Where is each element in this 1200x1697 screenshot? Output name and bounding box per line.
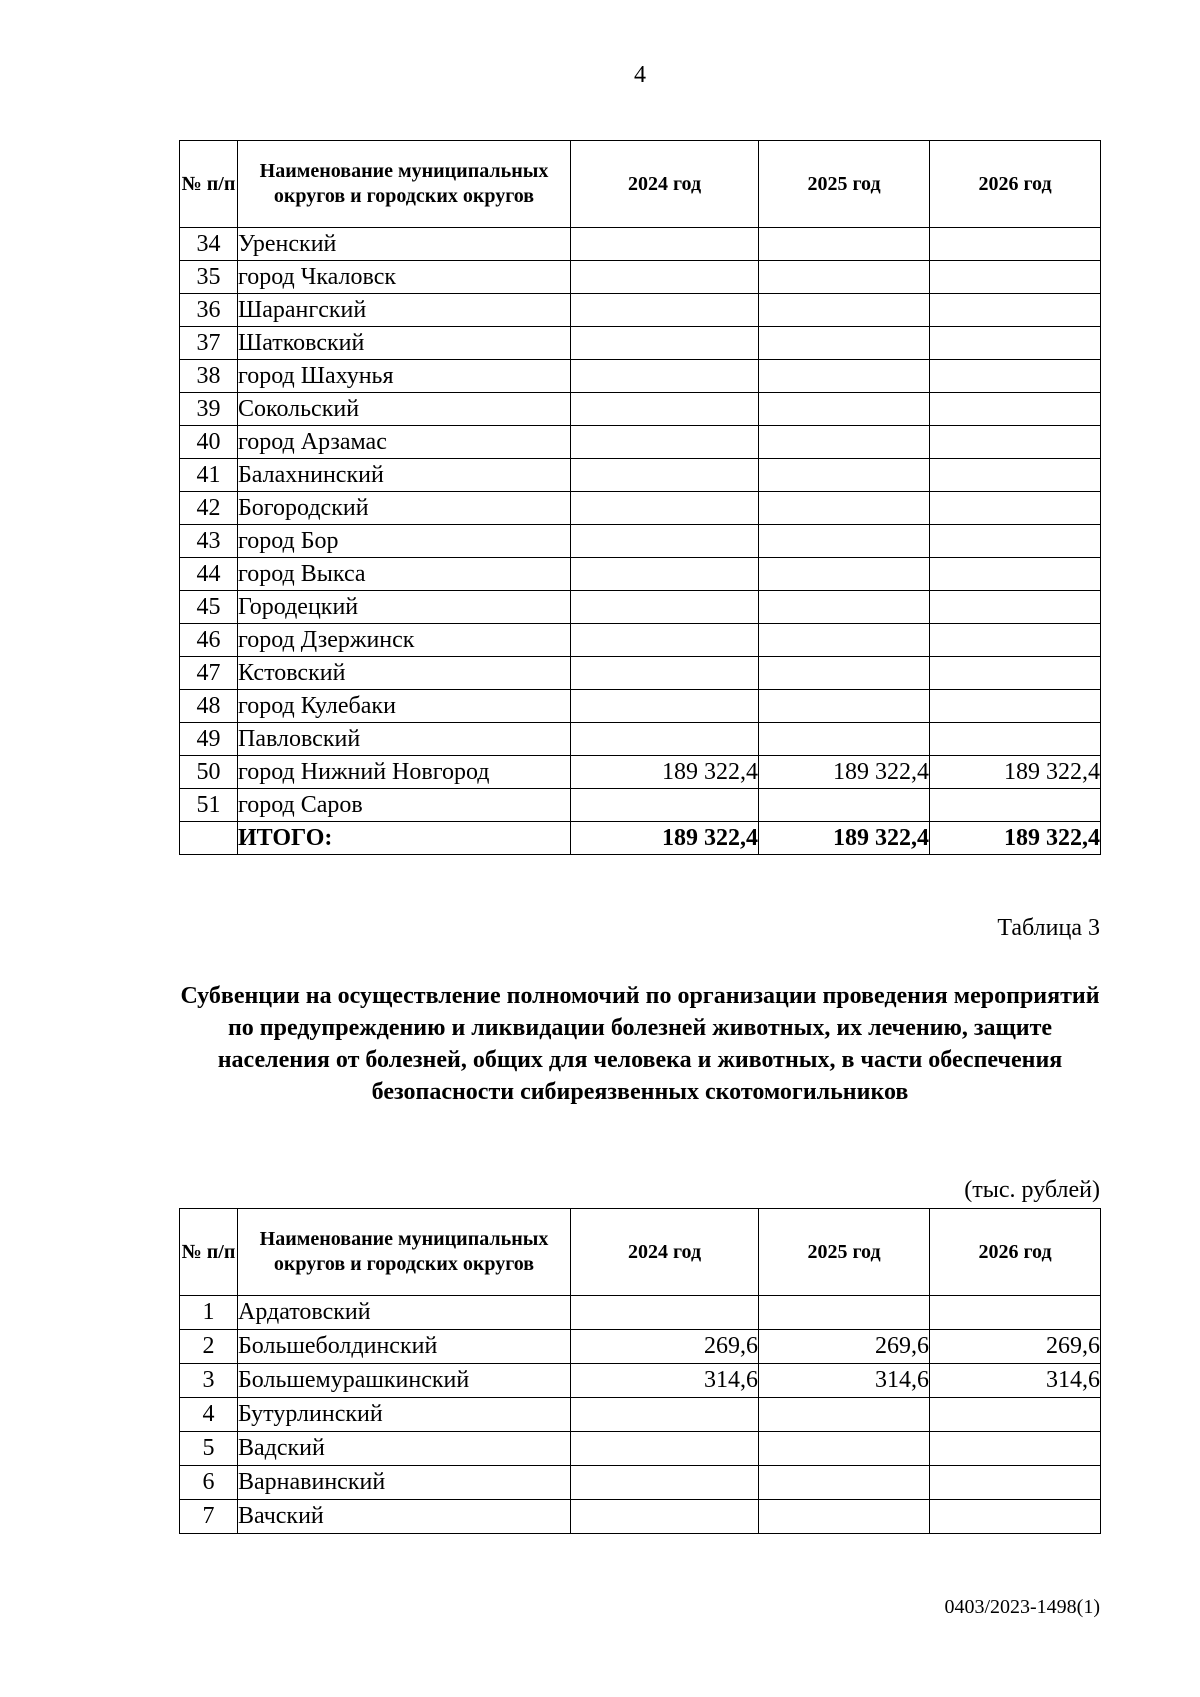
row-num: 36 xyxy=(180,294,238,327)
row-2025 xyxy=(759,558,930,591)
header-2024: 2024 год xyxy=(571,141,759,228)
row-2026 xyxy=(930,525,1101,558)
table-row xyxy=(180,459,1101,492)
header-name: Наименование муниципальных округов и городских округов xyxy=(238,141,571,228)
header-num: № п/п xyxy=(180,141,238,228)
table-row xyxy=(180,657,1101,690)
row-num: 39 xyxy=(180,393,238,426)
row-name: город Бор xyxy=(238,525,571,558)
row-num: 46 xyxy=(180,624,238,657)
row-2024 xyxy=(571,393,759,426)
row-2024 xyxy=(571,426,759,459)
row-2026 xyxy=(930,294,1101,327)
row-name: Вадский xyxy=(238,1432,571,1466)
row-2025 xyxy=(759,591,930,624)
row-name: Городецкий xyxy=(238,591,571,624)
row-2025 xyxy=(759,789,930,822)
row-2026 xyxy=(930,1466,1101,1500)
row-2025 xyxy=(759,294,930,327)
table-row xyxy=(180,690,1101,723)
row-2025 xyxy=(759,426,930,459)
row-2024 xyxy=(571,492,759,525)
row-2024 xyxy=(571,591,759,624)
row-num: 7 xyxy=(180,1500,238,1534)
row-2024 xyxy=(571,525,759,558)
row-2026 xyxy=(930,327,1101,360)
row-name: Бутурлинский xyxy=(238,1398,571,1432)
row-name: город Арзамас xyxy=(238,426,571,459)
row-num: 6 xyxy=(180,1466,238,1500)
table-row xyxy=(180,360,1101,393)
row-num: 48 xyxy=(180,690,238,723)
row-num: 34 xyxy=(180,228,238,261)
row-2025 xyxy=(759,459,930,492)
row-2026 xyxy=(930,1432,1101,1466)
row-2025 xyxy=(759,723,930,756)
table-header-row xyxy=(180,1209,1101,1296)
table-row xyxy=(180,492,1101,525)
row-num: 5 xyxy=(180,1432,238,1466)
row-2026 xyxy=(930,393,1101,426)
row-name: Вачский xyxy=(238,1500,571,1534)
table-row xyxy=(180,624,1101,657)
row-2024 xyxy=(571,294,759,327)
row-2024 xyxy=(571,789,759,822)
row-num: 44 xyxy=(180,558,238,591)
row-name: Уренский xyxy=(238,228,571,261)
row-2026 xyxy=(930,789,1101,822)
header-2026: 2026 год xyxy=(930,1209,1101,1296)
table-row xyxy=(180,1466,1101,1500)
table-heading: Субвенции на осуществление полномочий по организации проведения мероприятий по предупреждению и ликвидации болезней животных, их лечению, защите населения от болезней, общих для человека и животных, в части обеспечения безопасности сибиреязвенных скотомогильников xyxy=(180,983,1100,1105)
row-2025 xyxy=(759,228,930,261)
table-row xyxy=(180,1398,1101,1432)
row-name: Большеболдинский xyxy=(238,1330,571,1364)
total-2024: 189 322,4 xyxy=(571,822,759,855)
table-row xyxy=(180,1330,1101,1364)
row-2025 xyxy=(759,360,930,393)
row-2024: 269,6 xyxy=(571,1330,759,1364)
units-label: (тыс. рублей) xyxy=(964,1177,1100,1203)
row-2025 xyxy=(759,492,930,525)
row-num: 51 xyxy=(180,789,238,822)
row-2026 xyxy=(930,426,1101,459)
table-row xyxy=(180,1432,1101,1466)
table-row xyxy=(180,591,1101,624)
row-2026 xyxy=(930,1296,1101,1330)
row-name: Шарангский xyxy=(238,294,571,327)
row-2026 xyxy=(930,657,1101,690)
table-row xyxy=(180,525,1101,558)
row-num: 37 xyxy=(180,327,238,360)
row-name: город Нижний Новгород xyxy=(238,756,571,789)
row-name: город Саров xyxy=(238,789,571,822)
row-2024: 314,6 xyxy=(571,1364,759,1398)
table-row xyxy=(180,228,1101,261)
row-2026 xyxy=(930,360,1101,393)
total-num xyxy=(180,822,238,855)
row-num: 43 xyxy=(180,525,238,558)
header-2026: 2026 год xyxy=(930,141,1101,228)
row-2024 xyxy=(571,261,759,294)
row-2024 xyxy=(571,459,759,492)
row-2025 xyxy=(759,1398,930,1432)
header-2025: 2025 год xyxy=(759,141,930,228)
row-num: 47 xyxy=(180,657,238,690)
row-num: 45 xyxy=(180,591,238,624)
total-2026: 189 322,4 xyxy=(930,822,1101,855)
table-row xyxy=(180,261,1101,294)
row-2025 xyxy=(759,657,930,690)
table-row xyxy=(180,294,1101,327)
subventions-table xyxy=(179,1208,1101,1534)
row-2024: 189 322,4 xyxy=(571,756,759,789)
row-name: Шатковский xyxy=(238,327,571,360)
row-2026 xyxy=(930,558,1101,591)
row-2025: 314,6 xyxy=(759,1364,930,1398)
row-2025 xyxy=(759,327,930,360)
table-row xyxy=(180,1364,1101,1398)
table-row xyxy=(180,756,1101,789)
row-num: 42 xyxy=(180,492,238,525)
row-name: город Кулебаки xyxy=(238,690,571,723)
row-name: Кстовский xyxy=(238,657,571,690)
table-row xyxy=(180,327,1101,360)
row-num: 40 xyxy=(180,426,238,459)
row-2026 xyxy=(930,492,1101,525)
row-2026 xyxy=(930,723,1101,756)
header-name: Наименование муниципальных округов и городских округов xyxy=(238,1209,571,1296)
row-2026 xyxy=(930,591,1101,624)
row-2026 xyxy=(930,690,1101,723)
row-num: 1 xyxy=(180,1296,238,1330)
total-row xyxy=(180,822,1101,855)
page-number: 4 xyxy=(634,62,646,88)
row-name: Павловский xyxy=(238,723,571,756)
row-2024 xyxy=(571,624,759,657)
row-2024 xyxy=(571,690,759,723)
row-2025 xyxy=(759,525,930,558)
row-2025 xyxy=(759,393,930,426)
row-num: 4 xyxy=(180,1398,238,1432)
header-num: № п/п xyxy=(180,1209,238,1296)
table-caption: Таблица 3 xyxy=(997,915,1100,941)
row-num: 35 xyxy=(180,261,238,294)
total-2025: 189 322,4 xyxy=(759,822,930,855)
row-name: город Чкаловск xyxy=(238,261,571,294)
row-num: 2 xyxy=(180,1330,238,1364)
row-name: город Выкса xyxy=(238,558,571,591)
row-2024 xyxy=(571,228,759,261)
row-2026 xyxy=(930,1500,1101,1534)
row-2024 xyxy=(571,360,759,393)
row-2026: 269,6 xyxy=(930,1330,1101,1364)
row-2024 xyxy=(571,1398,759,1432)
row-num: 3 xyxy=(180,1364,238,1398)
table-row xyxy=(180,789,1101,822)
row-2025 xyxy=(759,1296,930,1330)
table-row xyxy=(180,393,1101,426)
row-2024 xyxy=(571,327,759,360)
row-name: Варнавинский xyxy=(238,1466,571,1500)
row-num: 50 xyxy=(180,756,238,789)
row-name: Богородский xyxy=(238,492,571,525)
table-row xyxy=(180,723,1101,756)
row-2026 xyxy=(930,1398,1101,1432)
total-label: ИТОГО: xyxy=(238,822,571,855)
row-2026 xyxy=(930,459,1101,492)
header-2025: 2025 год xyxy=(759,1209,930,1296)
row-2025 xyxy=(759,690,930,723)
row-2025: 269,6 xyxy=(759,1330,930,1364)
header-2024: 2024 год xyxy=(571,1209,759,1296)
row-num: 41 xyxy=(180,459,238,492)
row-2024 xyxy=(571,723,759,756)
row-2026: 314,6 xyxy=(930,1364,1101,1398)
document-code: 0403/2023-1498(1) xyxy=(944,1596,1100,1618)
row-2025 xyxy=(759,1432,930,1466)
row-num: 38 xyxy=(180,360,238,393)
row-name: город Шахунья xyxy=(238,360,571,393)
row-2026 xyxy=(930,624,1101,657)
row-2026 xyxy=(930,228,1101,261)
table-row xyxy=(180,426,1101,459)
row-name: Сокольский xyxy=(238,393,571,426)
table-header-row xyxy=(180,141,1101,228)
row-2025 xyxy=(759,624,930,657)
row-name: Большемурашкинский xyxy=(238,1364,571,1398)
table-row xyxy=(180,558,1101,591)
table-row xyxy=(180,1500,1101,1534)
row-num: 49 xyxy=(180,723,238,756)
row-name: Балахнинский xyxy=(238,459,571,492)
table-row xyxy=(180,1296,1101,1330)
districts-table-continued xyxy=(179,140,1101,855)
row-2024 xyxy=(571,1466,759,1500)
row-name: город Дзержинск xyxy=(238,624,571,657)
row-2025 xyxy=(759,1466,930,1500)
row-2024 xyxy=(571,1296,759,1330)
row-2025 xyxy=(759,1500,930,1534)
row-name: Ардатовский xyxy=(238,1296,571,1330)
row-2024 xyxy=(571,1500,759,1534)
row-2024 xyxy=(571,657,759,690)
row-2024 xyxy=(571,1432,759,1466)
row-2025 xyxy=(759,261,930,294)
row-2026 xyxy=(930,261,1101,294)
row-2026: 189 322,4 xyxy=(930,756,1101,789)
row-2024 xyxy=(571,558,759,591)
row-2025: 189 322,4 xyxy=(759,756,930,789)
